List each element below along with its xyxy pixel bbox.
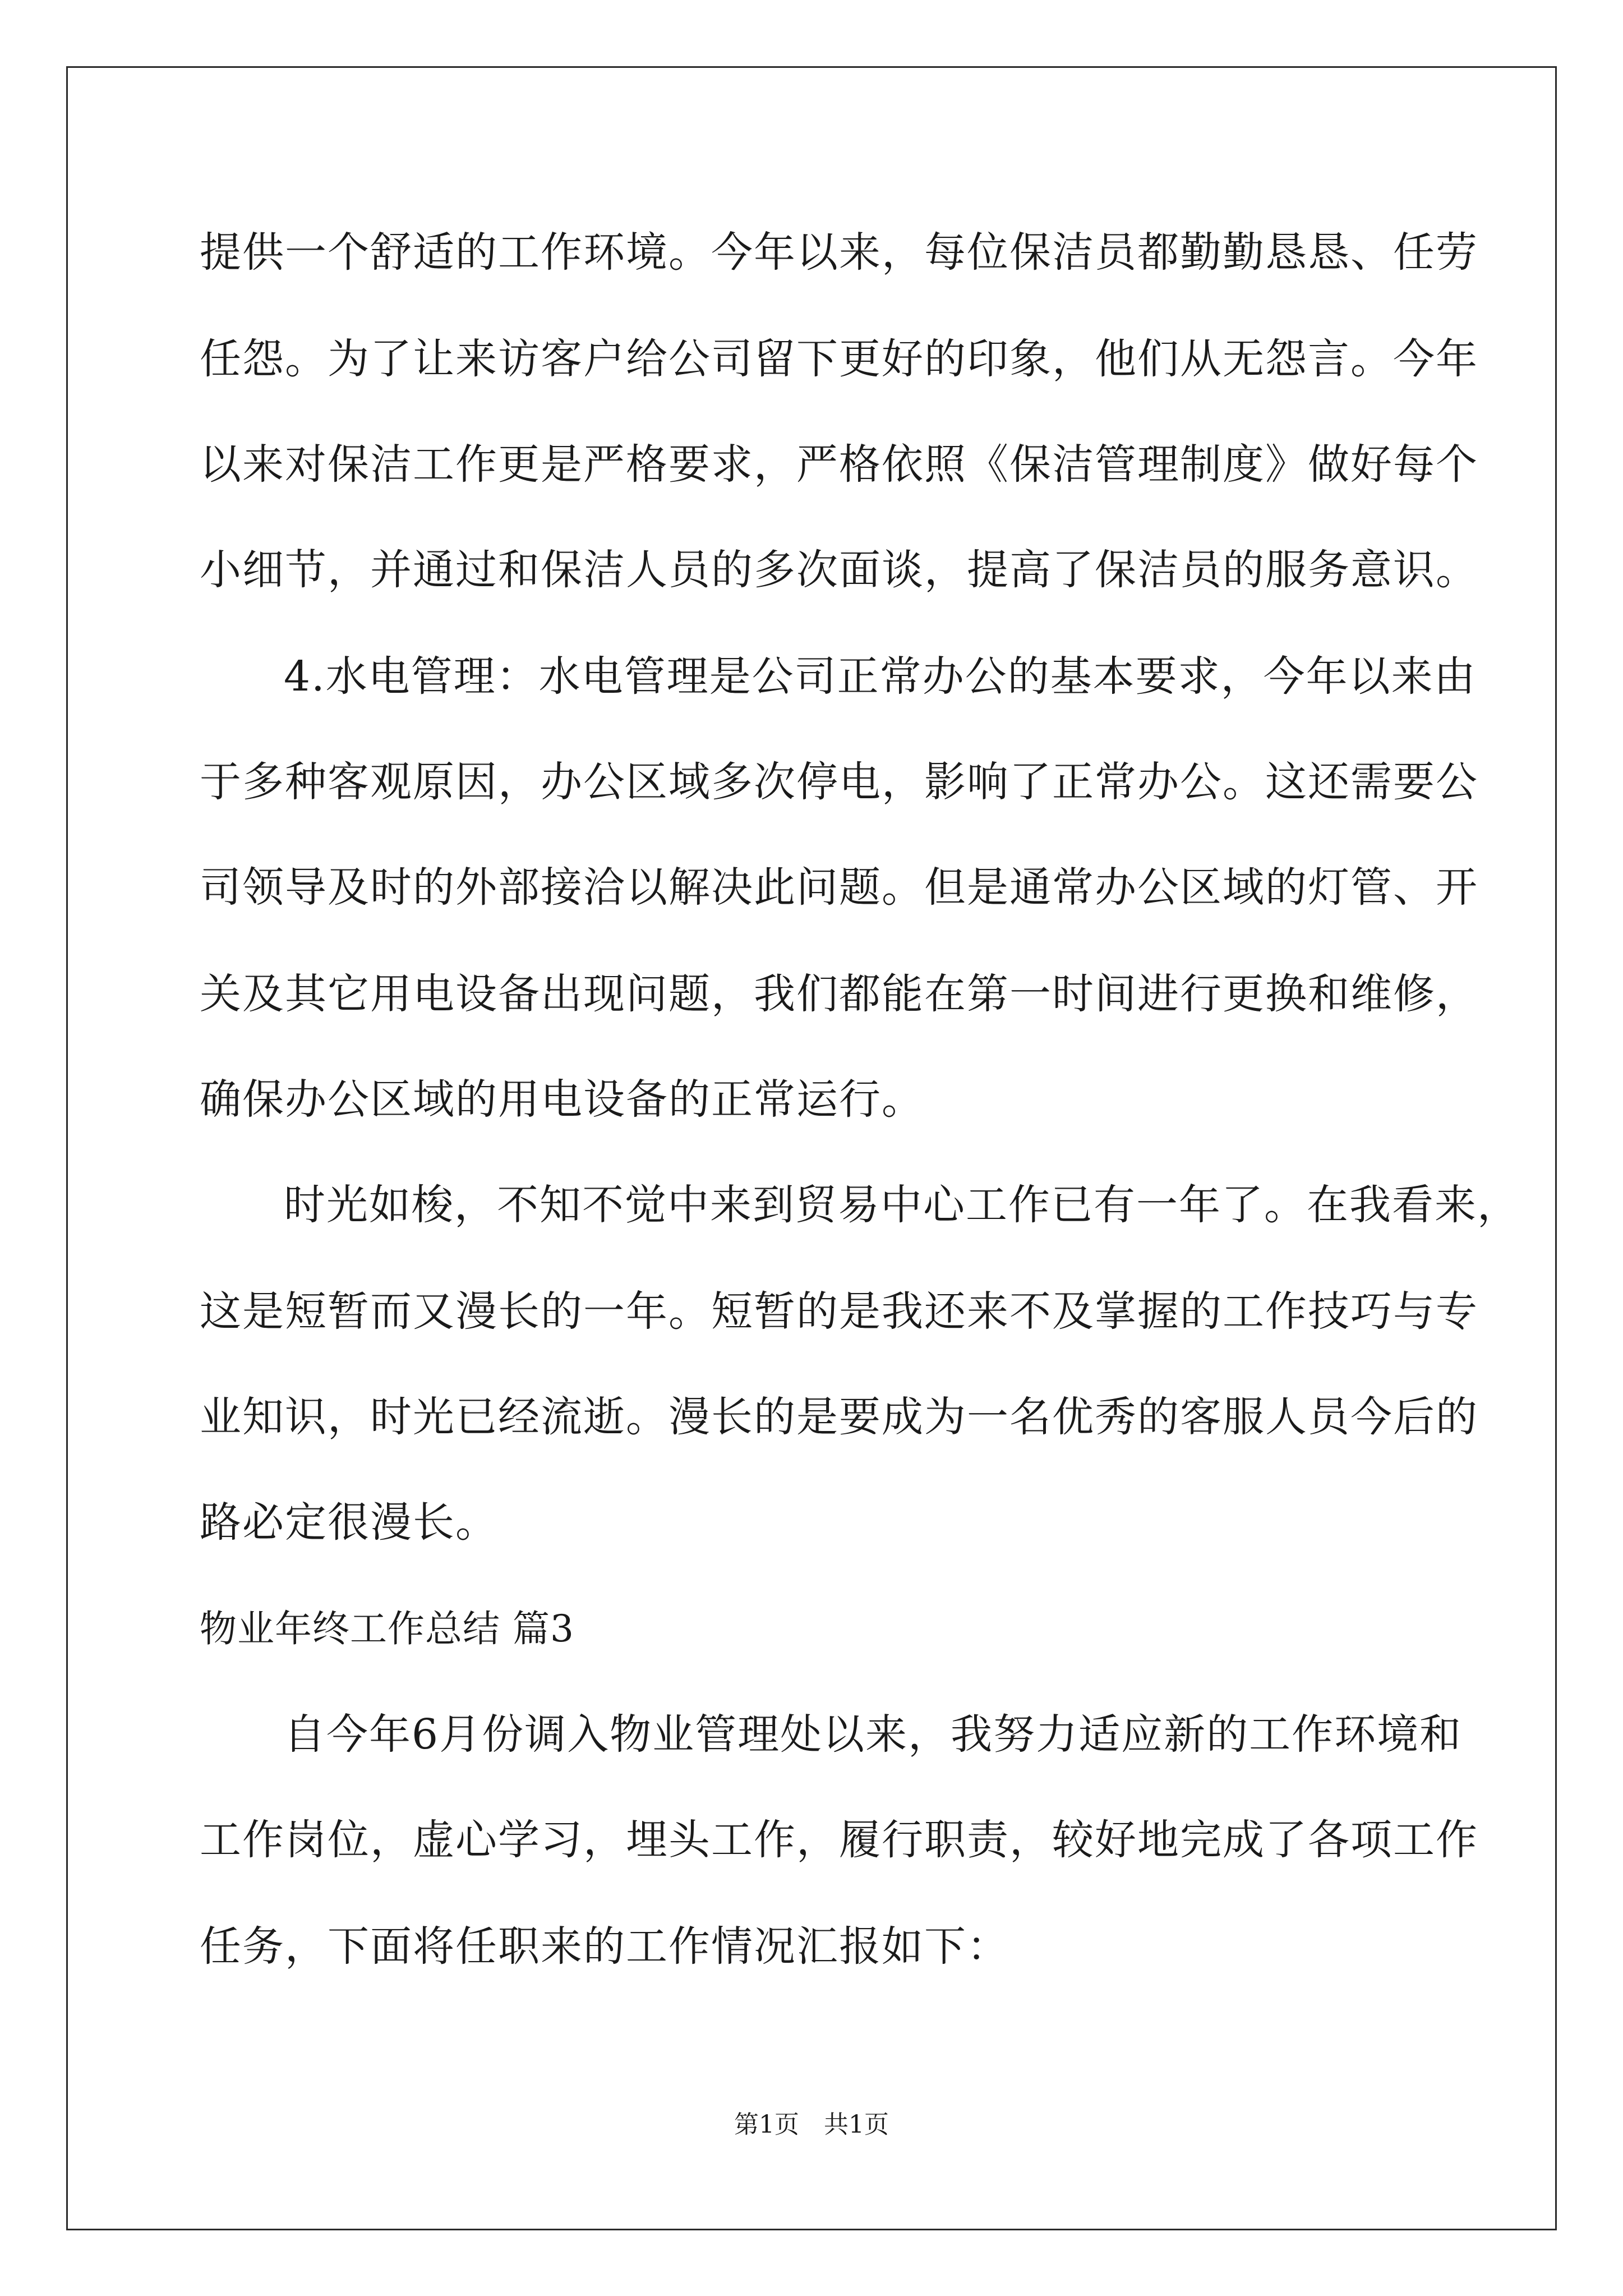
section-heading: 物业年终工作总结 篇3 bbox=[200, 1607, 574, 1650]
paragraph-line: 司领导及时的外部接洽以解决此问题。但是通常办公区域的灯管、开 bbox=[200, 863, 1478, 912]
paragraph-line: 路必定很漫长。 bbox=[200, 1498, 498, 1547]
page-number-footer: 第1页 共1页 bbox=[734, 2110, 889, 2139]
page-border bbox=[66, 66, 1557, 2230]
paragraph-line: 这是短暂而又漫长的一年。短暂的是我还来不及掌握的工作技巧与专 bbox=[200, 1287, 1478, 1336]
paragraph-line: 任怨。为了让来访客户给公司留下更好的印象，他们从无怨言。今年 bbox=[200, 335, 1478, 383]
paragraph-line: 时光如梭，不知不觉中来到贸易中心工作已有一年了。在我看来， bbox=[284, 1181, 1520, 1229]
paragraph-line: 自今年6月份调入物业管理处以来，我努力适应新的工作环境和 bbox=[284, 1710, 1463, 1759]
paragraph-line: 关及其它用电设备出现问题，我们都能在第一时间进行更换和维修， bbox=[200, 970, 1478, 1018]
paragraph-line: 任务，下面将任职来的工作情况汇报如下： bbox=[200, 1922, 1009, 1971]
paragraph-line: 以来对保洁工作更是严格要求，严格依照《保洁管理制度》做好每个 bbox=[200, 440, 1478, 489]
paragraph-line: 于多种客观原因，办公区域多次停电，影响了正常办公。这还需要公 bbox=[200, 758, 1478, 806]
paragraph-line: 小细节，并通过和保洁人员的多次面谈，提高了保洁员的服务意识。 bbox=[200, 546, 1478, 594]
paragraph-line: 4.水电管理：水电管理是公司正常办公的基本要求，今年以来由 bbox=[284, 652, 1477, 701]
paragraph-line: 业知识，时光已经流逝。漫长的是要成为一名优秀的客服人员今后的 bbox=[200, 1393, 1478, 1441]
paragraph-line: 确保办公区域的用电设备的正常运行。 bbox=[200, 1075, 924, 1124]
paragraph-line: 工作岗位，虚心学习，埋头工作，履行职责，较好地完成了各项工作 bbox=[200, 1816, 1478, 1864]
paragraph-line: 提供一个舒适的工作环境。今年以来，每位保洁员都勤勤恳恳、任劳 bbox=[200, 228, 1478, 277]
